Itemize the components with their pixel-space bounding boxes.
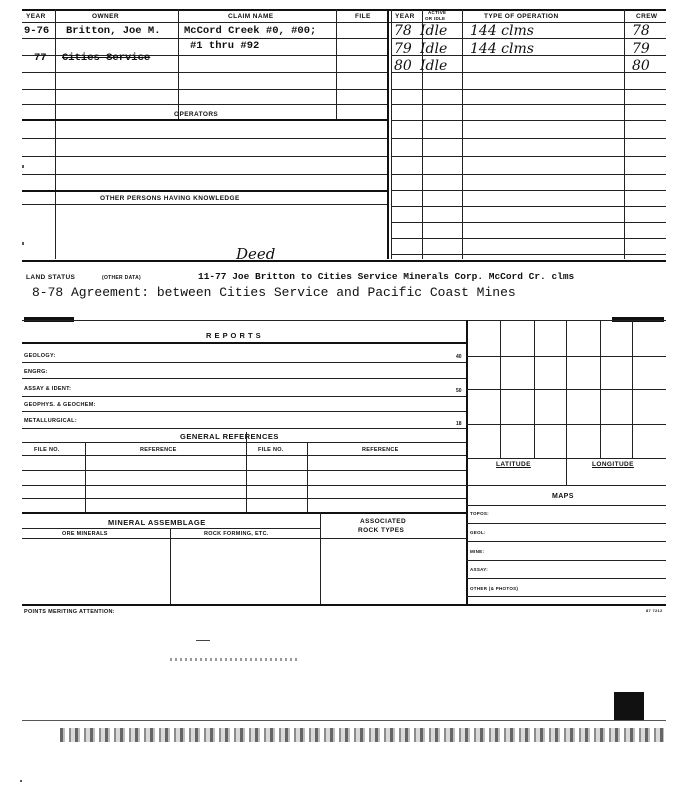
maps-rule-4 — [466, 578, 666, 579]
other-persons-rule — [22, 190, 387, 192]
owner-row-2-owner: Cities Service — [62, 52, 151, 64]
report-assay-num: 50 — [456, 388, 462, 394]
report-rule-5 — [22, 428, 466, 429]
land-status-line-2: 8-78 Agreement: between Cities Service and Pacific Coast Mines — [32, 285, 516, 300]
points-meriting-attention-label: POINTS MERITING ATTENTION: — [24, 609, 115, 615]
col-line-year — [55, 9, 56, 259]
header-or-idle: OR IDLE — [425, 16, 446, 21]
scan-noise-faint — [170, 658, 300, 661]
references-header-rule — [22, 442, 466, 443]
owner-row-1-owner: Britton, Joe M. — [66, 25, 161, 37]
reports-title: R E P O R T S — [206, 331, 262, 340]
activity-rule-8 — [391, 156, 666, 157]
activity-rule-12 — [391, 222, 666, 223]
report-geology-label: GEOLOGY: — [24, 353, 56, 359]
mineral-body-rule — [22, 538, 466, 539]
owner-row-1-year: 9-76 — [24, 25, 50, 37]
mineral-col-1 — [170, 528, 171, 604]
maps-geol: GEOL: — [470, 530, 486, 535]
mineral-assemblage-title: MINERAL ASSEMBLAGE — [108, 518, 206, 527]
maps-grid-row-4 — [466, 458, 666, 459]
col-line-owner — [178, 9, 179, 119]
activity-rule-4 — [391, 89, 666, 90]
header-type-of-operation: TYPE OF OPERATION — [484, 13, 559, 20]
owner-row-rule-1 — [22, 38, 387, 39]
header-bottom-rule — [22, 22, 666, 23]
maps-rule-1 — [466, 523, 666, 524]
activity-rule-9 — [391, 174, 666, 175]
scan-dash — [196, 640, 210, 641]
references-reference-1: REFERENCE — [140, 447, 177, 453]
activity-rule-11 — [391, 206, 666, 207]
land-status-label: LAND STATUS — [26, 274, 76, 281]
header-active: ACTIVE — [428, 10, 447, 15]
owner-row-rule-4 — [22, 89, 387, 90]
activity-3-status: Idle — [420, 58, 448, 74]
references-rule-2 — [22, 470, 466, 471]
col-line-claim — [336, 9, 337, 119]
maps-title-rule — [466, 485, 666, 486]
maps-grid-row-1 — [466, 356, 666, 357]
activity-2-type: 144 clms — [470, 41, 534, 57]
longitude-label: LONGITUDE — [592, 461, 634, 468]
maps-header-rule — [466, 505, 666, 506]
activity-1-status: Idle — [420, 23, 448, 39]
land-status-sublabel: (OTHER DATA) — [102, 275, 141, 281]
activity-rule-14 — [391, 254, 666, 255]
references-reference-2: REFERENCE — [362, 447, 399, 453]
associated-label-1: ASSOCIATED — [360, 518, 407, 525]
report-rule-1 — [22, 362, 466, 363]
references-col-1 — [85, 442, 86, 512]
scan-edge-line — [22, 720, 666, 721]
activity-3-crew: 80 — [632, 58, 650, 74]
scan-speck-1 — [22, 165, 24, 168]
reports-header-rule — [22, 342, 466, 344]
latitude-label: LATITUDE — [496, 461, 531, 468]
other-persons-rule-2 — [22, 204, 387, 205]
top-border — [22, 9, 666, 11]
associated-label-2: ROCK TYPES — [358, 527, 405, 534]
references-bottom-rule — [22, 512, 466, 514]
references-file-no-2: FILE NO. — [258, 447, 284, 453]
report-metallurgical-label: METALLURGICAL: — [24, 418, 77, 424]
activity-rule-5 — [391, 104, 666, 105]
activity-2-crew: 79 — [632, 41, 650, 57]
report-metallurgical-num: 18 — [456, 421, 462, 427]
activity-2-status: Idle — [420, 41, 448, 57]
references-rule-1 — [22, 455, 466, 456]
owner-row-2-year: 77 — [34, 52, 47, 64]
header-claim-name: CLAIM NAME — [228, 13, 274, 20]
activity-rule-13 — [391, 238, 666, 239]
report-geophys-label: GEOPHYS. & GEOCHEM: — [24, 402, 96, 408]
land-status-line-1: 11-77 Joe Britton to Cities Service Minerals Corp. McCord Cr. clms — [198, 271, 575, 282]
ore-minerals-label: ORE MINERALS — [62, 531, 108, 537]
owner-row-rule-5 — [22, 104, 387, 105]
land-status-handwritten: Deed — [236, 245, 276, 263]
reports-right-border — [466, 320, 468, 605]
scan-speck-2 — [22, 242, 24, 245]
report-assay-label: ASSAY & IDENT: — [24, 386, 72, 392]
operators-row-rule-2 — [22, 156, 387, 157]
activity-rule-10 — [391, 190, 666, 191]
operators-row-rule-1 — [22, 138, 387, 139]
maps-grid-row-3 — [466, 424, 666, 425]
maps-rule-2 — [466, 541, 666, 542]
maps-mine: MINE: — [470, 549, 485, 554]
maps-topos: TOPOS: — [470, 511, 489, 516]
references-rule-3 — [22, 485, 466, 486]
maps-grid-row-2 — [466, 389, 666, 390]
maps-assay: ASSAY: — [470, 567, 489, 572]
owner-row-2-claim: #1 thru #92 — [190, 40, 260, 52]
maps-rule-5 — [466, 596, 666, 597]
operators-rule — [22, 119, 387, 121]
header-crew: CREW — [636, 13, 658, 20]
scan-speck-3 — [20, 780, 22, 782]
other-persons-label: OTHER PERSONS HAVING KNOWLEDGE — [100, 195, 240, 202]
report-engrg-label: ENGRG: — [24, 369, 48, 375]
activity-1-crew: 78 — [632, 23, 650, 39]
references-file-no-1: FILE NO. — [34, 447, 60, 453]
operators-row-rule-3 — [22, 174, 387, 175]
maps-other: OTHER (& PHOTOS) — [470, 586, 519, 591]
col-line-divider — [387, 9, 389, 259]
header-file: FILE — [355, 13, 371, 20]
activity-rule-7 — [391, 138, 666, 139]
mineral-header-rule — [22, 528, 320, 529]
references-rule-4 — [22, 498, 466, 499]
owner-row-1-claim: McCord Creek #0, #00; — [184, 25, 317, 37]
activity-1-type: 144 clms — [470, 23, 534, 39]
owner-row-rule-3 — [22, 72, 387, 73]
scan-noise-band — [60, 728, 664, 742]
activity-3-year: 80 — [394, 58, 412, 74]
mineral-bottom-rule — [22, 604, 666, 606]
operators-label: OPERATORS — [174, 111, 219, 118]
references-col-3 — [307, 442, 308, 512]
header-year: YEAR — [26, 13, 46, 20]
general-references-title: GENERAL REFERENCES — [180, 432, 279, 441]
header-year-right: YEAR — [395, 13, 415, 20]
form-number: 87 7212 — [646, 608, 663, 613]
activity-2-year: 79 — [394, 41, 412, 57]
reports-top-rule — [22, 320, 666, 321]
report-rule-3 — [22, 396, 466, 397]
scan-black-block — [614, 692, 644, 720]
maps-grid-col-3 — [566, 320, 567, 485]
maps-title: MAPS — [552, 493, 574, 500]
report-rule-4 — [22, 411, 466, 412]
mineral-col-2 — [320, 512, 321, 604]
report-geology-num: 40 — [456, 354, 462, 360]
report-rule-2 — [22, 378, 466, 379]
activity-rule-6 — [391, 120, 666, 121]
maps-rule-3 — [466, 560, 666, 561]
land-status-rule — [22, 260, 666, 262]
header-owner: OWNER — [92, 13, 119, 20]
rock-forming-label: ROCK FORMING, ETC. — [204, 531, 269, 537]
activity-1-year: 78 — [394, 23, 412, 39]
references-col-2 — [246, 432, 247, 512]
